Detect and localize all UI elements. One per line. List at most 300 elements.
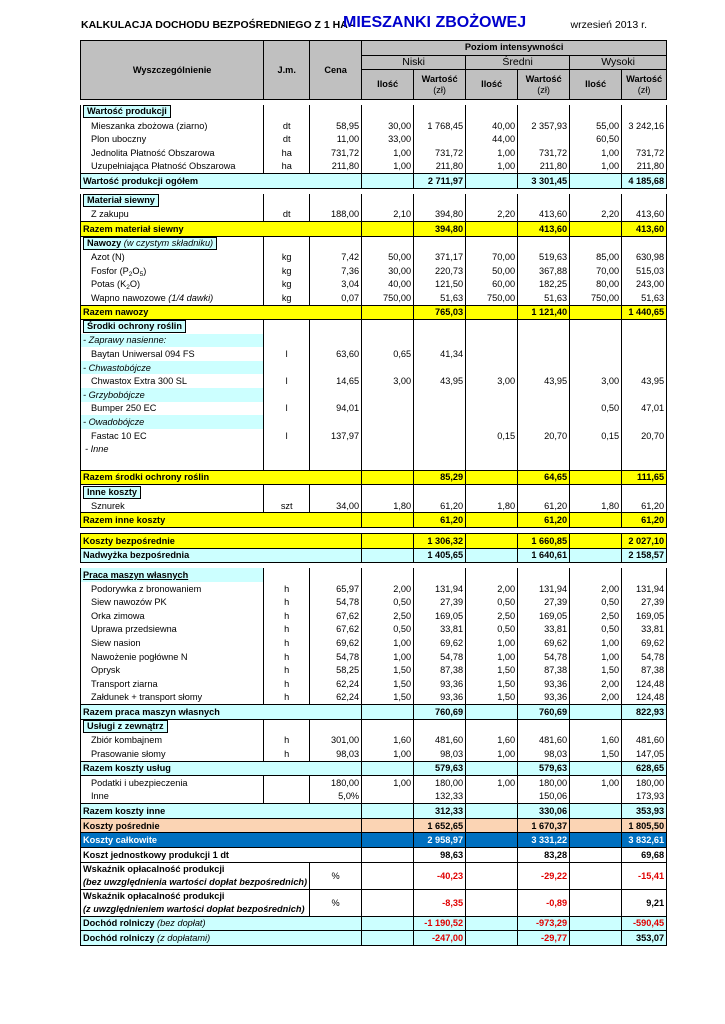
total-value: 413,60 — [622, 221, 667, 236]
item-value: 43,95 — [622, 374, 667, 388]
item-unit — [264, 776, 310, 790]
item-value: 2,10 — [362, 207, 414, 221]
item-value: 750,00 — [466, 291, 518, 305]
total-value: 61,20 — [622, 513, 667, 528]
item-value: 2,00 — [570, 691, 622, 705]
report-header — [81, 14, 649, 36]
col-val-mid: Wartość (zł) — [518, 70, 570, 100]
item-label: Wapno nawozowe (1/4 dawki) — [81, 291, 264, 305]
section-title: Środki ochrony roślin — [81, 320, 264, 334]
item-value: 124,48 — [622, 691, 667, 705]
item-unit: h — [264, 677, 310, 691]
item-unit: kg — [264, 277, 310, 291]
item-label: Fosfor $(P_2O_5)$ — [81, 264, 264, 278]
item-value: 98,03 — [310, 747, 362, 761]
total-value: 413,60 — [518, 221, 570, 236]
total-row — [81, 705, 667, 720]
item-value: 169,05 — [414, 609, 466, 623]
total-value: 1 121,40 — [518, 305, 570, 320]
total-value: 3 331,22 — [518, 833, 570, 848]
item-label: Orka zimowa — [81, 609, 264, 623]
item-value: 1,00 — [570, 776, 622, 790]
item-value: 20,70 — [518, 429, 570, 443]
col-high: Wysoki — [570, 55, 667, 70]
item-value: 14,65 — [310, 374, 362, 388]
item-unit: h — [264, 595, 310, 609]
total-row — [81, 833, 667, 848]
item-value — [466, 790, 518, 804]
group-row — [81, 415, 667, 429]
item-value: 47,01 — [622, 402, 667, 416]
total-value: 98,63 — [414, 848, 466, 863]
item-value: 1,60 — [466, 733, 518, 747]
total-value: 1 652,65 — [414, 818, 466, 833]
item-value: 169,05 — [622, 609, 667, 623]
group-label: - Inne — [81, 442, 264, 456]
income-value: -590,45 — [622, 916, 667, 931]
item-value: 27,39 — [622, 595, 667, 609]
group-label: - Grzybobójcze — [81, 388, 264, 402]
total-value: 822,93 — [622, 705, 667, 720]
section-title: Usługi z zewnątrz — [81, 719, 264, 733]
item-value: 3,00 — [570, 374, 622, 388]
total-label: Razem praca maszyn własnych — [81, 705, 362, 720]
section-title: Materiał siewny — [81, 194, 264, 208]
item-value: 1,00 — [466, 776, 518, 790]
total-label: Koszty całkowite — [81, 833, 362, 848]
item-label: Zbiór kombajnem — [81, 733, 264, 747]
item-value: 61,20 — [518, 499, 570, 513]
section-title-row — [81, 105, 667, 119]
item-value: 41,34 — [414, 347, 466, 361]
item-value: 211,80 — [310, 160, 362, 174]
item-unit: h — [264, 636, 310, 650]
table-row — [81, 595, 667, 609]
ratio-label: Wskaźnik opłacalność produkcji (bez uwzględnienia wartości dopłat bezpośrednich) — [81, 862, 310, 889]
item-value: 0,50 — [570, 623, 622, 637]
item-value — [362, 402, 414, 416]
col-qty-high: Ilość — [570, 70, 622, 100]
item-value: 0,50 — [466, 595, 518, 609]
item-value: 34,00 — [310, 499, 362, 513]
item-value: 20,70 — [622, 429, 667, 443]
total-label: Nadwyżka bezpośrednia — [81, 548, 362, 563]
section-title: Wartość produkcji — [81, 105, 264, 119]
item-value: 98,03 — [414, 747, 466, 761]
item-value: 0,15 — [570, 429, 622, 443]
income-value: -973,29 — [518, 916, 570, 931]
item-value: 93,36 — [518, 677, 570, 691]
total-value: 330,06 — [518, 804, 570, 819]
item-value: 2,50 — [570, 609, 622, 623]
item-value: 1,50 — [466, 691, 518, 705]
table-row — [81, 277, 667, 291]
item-value: 131,94 — [414, 582, 466, 596]
col-mid: Średni — [466, 55, 570, 70]
col-val-high: Wartość (zł) — [622, 70, 667, 100]
item-unit: l — [264, 429, 310, 443]
total-value: 69,68 — [622, 848, 667, 863]
col-price: Cena — [310, 41, 362, 100]
col-low: Niski — [362, 55, 466, 70]
item-value: 1,00 — [362, 160, 414, 174]
total-row — [81, 305, 667, 320]
group-row — [81, 388, 667, 402]
item-value: 2,00 — [466, 582, 518, 596]
item-label: Sznurek — [81, 499, 264, 513]
total-row — [81, 513, 667, 528]
item-value: 93,36 — [414, 691, 466, 705]
item-value: 62,24 — [310, 677, 362, 691]
item-unit: dt — [264, 132, 310, 146]
item-value: 67,62 — [310, 623, 362, 637]
item-unit — [264, 790, 310, 804]
total-row — [81, 534, 667, 549]
ratio-unit: % — [310, 862, 362, 889]
item-value: 69,62 — [622, 636, 667, 650]
report-title: KALKULACJA DOCHODU BEZPOŚREDNIEGO Z 1 HA - — [81, 19, 354, 31]
col-qty-mid: Ilość — [466, 70, 518, 100]
item-value: 0,50 — [362, 623, 414, 637]
ratio-value: -15,41 — [622, 862, 667, 889]
item-value: 51,63 — [518, 291, 570, 305]
item-value: 93,36 — [518, 691, 570, 705]
item-value: 54,78 — [414, 650, 466, 664]
table-row — [81, 747, 667, 761]
report-date: wrzesień 2013 r. — [570, 19, 647, 31]
group-row — [81, 442, 667, 456]
item-value: 1,50 — [466, 677, 518, 691]
item-unit: szt — [264, 499, 310, 513]
item-value: 1,50 — [362, 691, 414, 705]
item-unit: ha — [264, 146, 310, 160]
item-value: 211,80 — [414, 160, 466, 174]
table-row — [81, 582, 667, 596]
total-value: 2 958,97 — [414, 833, 466, 848]
item-value: 182,25 — [518, 277, 570, 291]
item-value: 394,80 — [414, 207, 466, 221]
item-label: Plon uboczny — [81, 132, 264, 146]
total-value: 312,33 — [414, 804, 466, 819]
group-label: - Chwastobójcze — [81, 361, 264, 375]
item-value: 1,00 — [466, 650, 518, 664]
item-unit: kg — [264, 264, 310, 278]
item-value: 188,00 — [310, 207, 362, 221]
total-value: 579,63 — [518, 761, 570, 776]
income-row — [81, 931, 667, 946]
item-value: 2,00 — [570, 677, 622, 691]
item-value: 481,60 — [518, 733, 570, 747]
item-value: 180,00 — [414, 776, 466, 790]
income-row — [81, 916, 667, 931]
table-row — [81, 160, 667, 174]
item-value: 1,00 — [570, 650, 622, 664]
item-value: 371,17 — [414, 250, 466, 264]
item-unit: dt — [264, 207, 310, 221]
item-value: 3,00 — [466, 374, 518, 388]
item-value: 2,20 — [570, 207, 622, 221]
item-value: 1,00 — [362, 747, 414, 761]
total-label: Wartość produkcji ogółem — [81, 174, 362, 189]
item-value: 1,00 — [362, 636, 414, 650]
item-value — [466, 402, 518, 416]
ratio-value: -40,23 — [414, 862, 466, 889]
item-label: Fastac 10 EC — [81, 429, 264, 443]
table-row — [81, 609, 667, 623]
item-value: 85,00 — [570, 250, 622, 264]
total-value: 85,29 — [414, 470, 466, 485]
total-value: 2 158,57 — [622, 548, 667, 563]
ratio-row — [81, 889, 667, 916]
item-value: 301,00 — [310, 733, 362, 747]
section-title-row — [81, 719, 667, 733]
table-row — [81, 146, 667, 160]
group-row — [81, 361, 667, 375]
col-unit: J.m. — [264, 41, 310, 100]
item-value: 3 242,16 — [622, 119, 667, 133]
item-value: 60,50 — [570, 132, 622, 146]
table-row — [81, 677, 667, 691]
item-value: 87,38 — [518, 663, 570, 677]
item-label: Inne — [81, 790, 264, 804]
table-row — [81, 663, 667, 677]
item-value: 750,00 — [362, 291, 414, 305]
item-label: Podorywka z bronowaniem — [81, 582, 264, 596]
total-value: 4 185,68 — [622, 174, 667, 189]
item-value: 60,00 — [466, 277, 518, 291]
item-label: Bumper 250 EC — [81, 402, 264, 416]
income-value: 353,07 — [622, 931, 667, 946]
table-row — [81, 132, 667, 146]
ratio-unit: % — [310, 889, 362, 916]
item-label: Potas $(K_2O)$ — [81, 277, 264, 291]
section-title-row — [81, 568, 667, 582]
item-value: 80,00 — [570, 277, 622, 291]
item-unit: h — [264, 663, 310, 677]
item-unit: l — [264, 347, 310, 361]
item-value: 0,07 — [310, 291, 362, 305]
table-row — [81, 119, 667, 133]
item-value: 30,00 — [362, 119, 414, 133]
total-row — [81, 174, 667, 189]
item-value: 1,60 — [570, 733, 622, 747]
item-value: 1,60 — [362, 733, 414, 747]
item-value: 61,20 — [622, 499, 667, 513]
item-label: Uprawa przedsiewna — [81, 623, 264, 637]
item-value: 1,00 — [466, 636, 518, 650]
income-value: -29,77 — [518, 931, 570, 946]
item-value: 121,50 — [414, 277, 466, 291]
item-value: 87,38 — [622, 663, 667, 677]
total-label: Razem nawozy — [81, 305, 362, 320]
item-value: 481,60 — [414, 733, 466, 747]
item-value: 27,39 — [414, 595, 466, 609]
total-value: 765,03 — [414, 305, 466, 320]
item-value: 1,00 — [362, 776, 414, 790]
item-unit: kg — [264, 250, 310, 264]
total-value: 2 711,97 — [414, 174, 466, 189]
item-value: 413,60 — [518, 207, 570, 221]
item-value: 44,00 — [466, 132, 518, 146]
total-value: 394,80 — [414, 221, 466, 236]
item-label: Z zakupu — [81, 207, 264, 221]
section-title-row — [81, 485, 667, 499]
total-value: 1 440,65 — [622, 305, 667, 320]
ratio-value: 9,21 — [622, 889, 667, 916]
item-label: Baytan Uniwersal 094 FS — [81, 347, 264, 361]
item-unit: h — [264, 747, 310, 761]
item-value: 1,00 — [570, 160, 622, 174]
item-value: 98,03 — [518, 747, 570, 761]
item-value: 243,00 — [622, 277, 667, 291]
col-intensity: Poziom intensywności — [362, 41, 667, 56]
table-row — [81, 250, 667, 264]
item-value: 211,80 — [518, 160, 570, 174]
item-value: 54,78 — [310, 650, 362, 664]
item-value — [414, 402, 466, 416]
item-label: Mieszanka zbożowa (ziarno) — [81, 119, 264, 133]
ratio-row — [81, 862, 667, 889]
item-unit: l — [264, 402, 310, 416]
item-value: 61,20 — [414, 499, 466, 513]
section-title-row — [81, 320, 667, 334]
item-value: 1,50 — [466, 663, 518, 677]
section-title: Praca maszyn własnych — [81, 568, 264, 582]
income-label: Dochód rolniczy (z dopłatami) — [81, 931, 362, 946]
total-value: 1 805,50 — [622, 818, 667, 833]
item-value: 94,01 — [310, 402, 362, 416]
total-value: 628,65 — [622, 761, 667, 776]
item-value: 731,72 — [518, 146, 570, 160]
item-value: 220,73 — [414, 264, 466, 278]
total-label: Koszty pośrednie — [81, 818, 362, 833]
table-row — [81, 429, 667, 443]
income-label: Dochód rolniczy (bez dopłat) — [81, 916, 362, 931]
ratio-value: -0,89 — [518, 889, 570, 916]
group-label: - Owadobójcze — [81, 415, 264, 429]
item-unit: dt — [264, 119, 310, 133]
table-row — [81, 623, 667, 637]
col-desc: Wyszczególnienie — [81, 41, 264, 100]
item-label: Chwastox Extra 300 SL — [81, 374, 264, 388]
ratio-value: -29,22 — [518, 862, 570, 889]
table-row — [81, 733, 667, 747]
total-row — [81, 548, 667, 563]
item-value: 124,48 — [622, 677, 667, 691]
item-value: 131,94 — [622, 582, 667, 596]
item-value: 1,00 — [362, 650, 414, 664]
table-row — [81, 374, 667, 388]
total-label: Koszty bezpośrednie — [81, 534, 362, 549]
item-value: 7,36 — [310, 264, 362, 278]
total-label: Razem koszty usług — [81, 761, 362, 776]
item-value: 27,39 — [518, 595, 570, 609]
item-value: 481,60 — [622, 733, 667, 747]
item-unit: h — [264, 609, 310, 623]
item-unit: h — [264, 733, 310, 747]
item-unit: h — [264, 582, 310, 596]
item-value: 150,06 — [518, 790, 570, 804]
item-value: 1,00 — [466, 146, 518, 160]
table-row — [81, 499, 667, 513]
item-value: 33,81 — [518, 623, 570, 637]
item-value: 630,98 — [622, 250, 667, 264]
table-row — [81, 207, 667, 221]
item-value: 137,97 — [310, 429, 362, 443]
item-unit: h — [264, 691, 310, 705]
total-value: 1 306,32 — [414, 534, 466, 549]
item-value: 2,20 — [466, 207, 518, 221]
item-value: 58,25 — [310, 663, 362, 677]
item-value: 1,50 — [362, 677, 414, 691]
total-value: 3 301,45 — [518, 174, 570, 189]
item-value: 731,72 — [414, 146, 466, 160]
item-unit: l — [264, 374, 310, 388]
total-value: 2 027,10 — [622, 534, 667, 549]
total-value: 1 660,85 — [518, 534, 570, 549]
item-value: 54,78 — [310, 595, 362, 609]
item-value: 55,00 — [570, 119, 622, 133]
item-value: 1,50 — [362, 663, 414, 677]
income-value: -1 190,52 — [414, 916, 466, 931]
item-value: 1,80 — [466, 499, 518, 513]
item-value: 3,00 — [362, 374, 414, 388]
total-value: 61,20 — [414, 513, 466, 528]
item-value: 147,05 — [622, 747, 667, 761]
item-value: 2 357,93 — [518, 119, 570, 133]
section-title-row — [81, 236, 667, 250]
item-value — [362, 790, 414, 804]
total-label: Razem inne koszty — [81, 513, 362, 528]
section-title: Inne koszty — [81, 485, 264, 499]
item-unit: h — [264, 650, 310, 664]
item-value — [518, 402, 570, 416]
item-value — [570, 347, 622, 361]
item-value: 70,00 — [466, 250, 518, 264]
total-value: 760,69 — [518, 705, 570, 720]
total-row — [81, 804, 667, 819]
item-value: 40,00 — [362, 277, 414, 291]
empty-row — [81, 456, 667, 470]
item-value: 0,65 — [362, 347, 414, 361]
section-title-row — [81, 194, 667, 208]
item-value: 43,95 — [414, 374, 466, 388]
item-value: 5,0% — [310, 790, 362, 804]
item-value — [414, 429, 466, 443]
item-value: 0,50 — [466, 623, 518, 637]
table-row — [81, 776, 667, 790]
item-value: 180,00 — [310, 776, 362, 790]
group-row — [81, 334, 667, 348]
item-value: 62,24 — [310, 691, 362, 705]
ratio-value: -8,35 — [414, 889, 466, 916]
item-value: 1,00 — [570, 146, 622, 160]
table-row — [81, 691, 667, 705]
item-value — [362, 429, 414, 443]
item-value: 1,80 — [362, 499, 414, 513]
total-value: 64,65 — [518, 470, 570, 485]
item-value — [518, 347, 570, 361]
total-row — [81, 761, 667, 776]
item-value: 93,36 — [414, 677, 466, 691]
total-row — [81, 470, 667, 485]
item-value — [518, 132, 570, 146]
item-value: 1,00 — [570, 636, 622, 650]
crop-title: MIESZANKI ZBOŻOWEJ — [343, 14, 527, 31]
total-label: Razem środki ochrony roślin — [81, 470, 362, 485]
table-row — [81, 264, 667, 278]
total-value: 61,20 — [518, 513, 570, 528]
